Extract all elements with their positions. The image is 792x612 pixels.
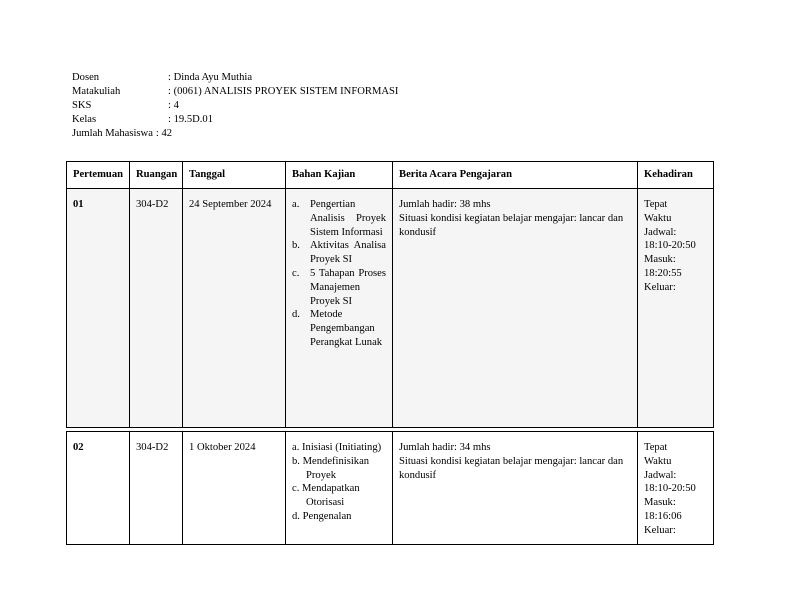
bahan-list (292, 198, 386, 350)
situasi-kondisi: Situasi kondisi kegiatan belajar mengajar: lancar dan kondusif (399, 455, 624, 481)
cell-berita-acara (393, 189, 638, 428)
dosen-value: : Dinda Ayu Muthia (168, 72, 253, 83)
jumlah-value: : 42 (155, 128, 173, 139)
list-item: a. Inisiasi (Initiating) (292, 442, 382, 453)
cell-bahan-kajian (286, 432, 393, 545)
kehadiran-line: Jadwal: (644, 226, 677, 238)
header-matakuliah (72, 85, 472, 99)
cell-tanggal: 24 September 2024 (183, 189, 286, 428)
cell-pertemuan: 01 (67, 189, 130, 428)
col-header-ruangan: Ruangan (130, 162, 183, 189)
cell-kehadiran (638, 189, 714, 428)
table-row (67, 432, 714, 545)
col-header-tanggal: Tanggal (183, 162, 286, 189)
kehadiran-line: 18:10-20:50 (644, 483, 696, 495)
kehadiran-line: 18:10-20:50 (644, 240, 696, 252)
kehadiran-line: Tepat (644, 199, 668, 210)
cell-tanggal: 1 Oktober 2024 (183, 432, 286, 545)
jumlah-hadir: Jumlah hadir: 38 mhs (399, 199, 491, 210)
kehadiran-line: Waktu (644, 212, 672, 224)
header-sks (72, 99, 472, 113)
matakuliah-value: : (0061) ANALISIS PROYEK SISTEM INFORMASI (168, 86, 399, 97)
cell-bahan-kajian (286, 189, 393, 428)
situasi-kondisi: Situasi kondisi kegiatan belajar mengajar: lancar dan kondusif (399, 212, 624, 238)
col-header-berita-acara: Berita Acara Pengajaran (393, 162, 638, 189)
list-item: d. Metode Pengembangan Perangkat Lunak (292, 309, 383, 348)
kehadiran-line: Masuk: (644, 254, 676, 266)
col-header-bahan-kajian: Bahan Kajian (286, 162, 393, 189)
bahan-list (292, 441, 386, 524)
kehadiran-line: 18:20:55 (644, 267, 682, 279)
cell-ruangan: 304-D2 (130, 432, 183, 545)
table-header-row (67, 162, 714, 189)
kelas-value: : 19.5D.01 (168, 114, 214, 125)
list-item: a. Pengertian Analisis Proyek Sistem Informasi (292, 199, 386, 238)
kehadiran-line: Waktu (644, 455, 672, 467)
kehadiran-line: Jadwal: (644, 469, 677, 481)
kehadiran-line: Masuk: (644, 497, 676, 509)
table-row (67, 189, 714, 428)
matakuliah-label: Matakuliah (72, 86, 121, 97)
list-item: b. Aktivitas Analisa Proyek SI (292, 240, 386, 266)
header-kelas (72, 113, 472, 127)
list-item: b. Mendefinisikan Proyek (292, 455, 370, 481)
dosen-label: Dosen (72, 72, 100, 83)
list-item: c. 5 Tahapan Proses Manajemen Proyek SI (292, 267, 386, 307)
sks-label: SKS (72, 100, 92, 111)
list-item: d. Pengenalan (292, 510, 352, 522)
list-item: c. Mendapatkan Otorisasi (292, 483, 360, 509)
kehadiran-line: Keluar: (644, 281, 676, 293)
kehadiran-line: Keluar: (644, 524, 676, 536)
kehadiran-line: Tepat (644, 442, 668, 453)
kelas-label: Kelas (72, 114, 97, 125)
header-jumlah-mahasiswa (72, 127, 472, 141)
header-dosen (72, 71, 472, 85)
kehadiran-line: 18:16:06 (644, 510, 682, 522)
journal-table (66, 161, 714, 545)
jumlah-label: Jumlah Mahasiswa (72, 128, 153, 139)
jumlah-hadir: Jumlah hadir: 34 mhs (399, 442, 491, 453)
col-header-pertemuan: Pertemuan (67, 162, 130, 189)
col-header-kehadiran: Kehadiran (638, 162, 714, 189)
cell-ruangan: 304-D2 (130, 189, 183, 428)
sks-value: : 4 (168, 100, 179, 111)
cell-berita-acara (393, 432, 638, 545)
cell-kehadiran (638, 432, 714, 545)
cell-pertemuan: 02 (67, 432, 130, 545)
